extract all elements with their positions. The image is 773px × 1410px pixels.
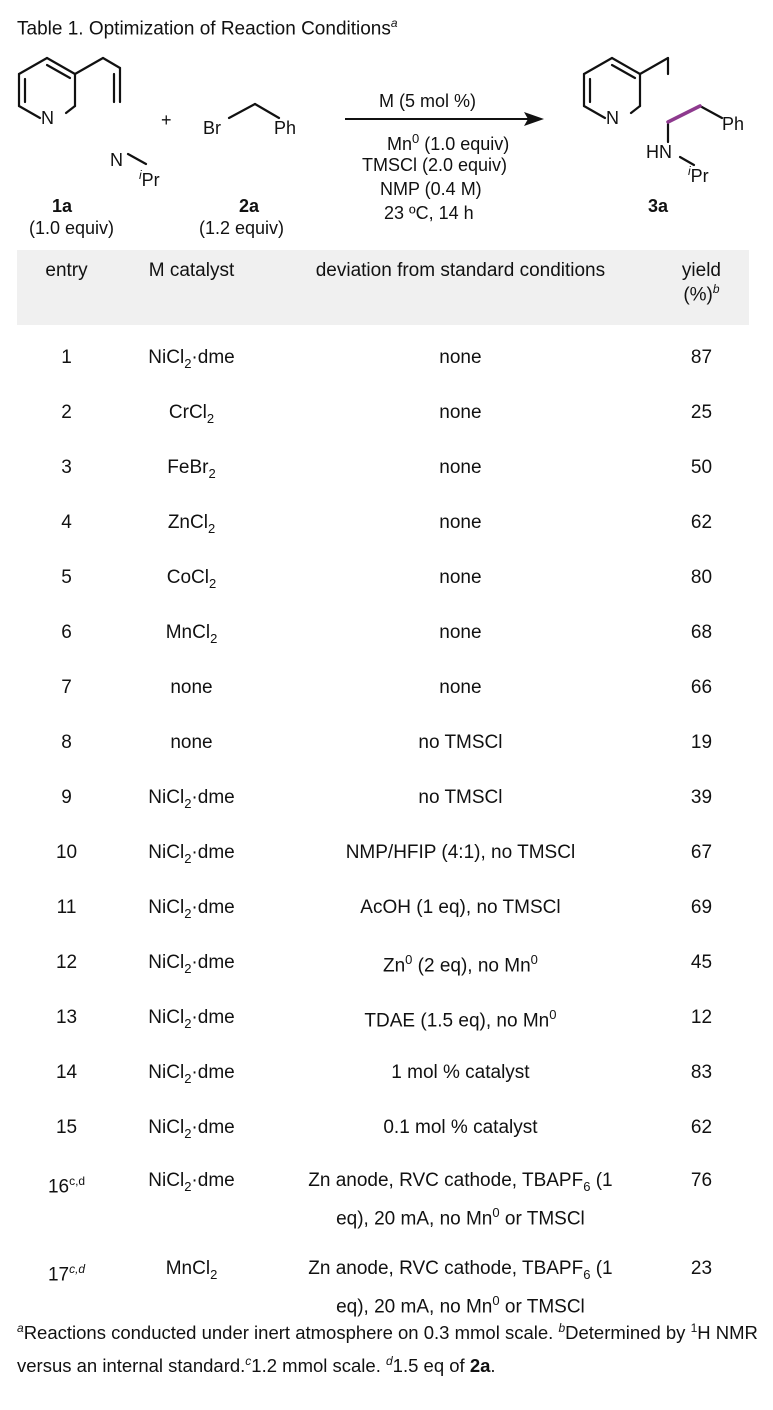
cell-catalyst — [116, 490, 267, 545]
header-catalyst: M catalyst — [148, 260, 235, 281]
row-catalyst-formula: NiCl — [148, 1170, 185, 1191]
cell-deviation — [267, 655, 654, 710]
cell-yield — [654, 875, 749, 930]
cell-yield — [654, 710, 749, 765]
footnote-d-text: 1.5 eq of — [392, 1355, 470, 1377]
row-entry-number: 16 — [47, 1176, 70, 1198]
cell-yield — [654, 600, 749, 655]
row-deviation-text: none — [439, 622, 482, 643]
row-deviation-part1: Zn anode, RVC cathode, TBAPF — [308, 1170, 584, 1191]
table-header — [17, 250, 749, 325]
table-row — [17, 380, 749, 435]
table-body — [17, 325, 749, 1326]
cell-entry — [17, 930, 116, 985]
cell-entry — [17, 655, 116, 710]
row-entry-footnote: c,d — [69, 1174, 86, 1188]
cell-catalyst — [116, 710, 267, 765]
cell-deviation — [267, 490, 654, 545]
row-catalyst-subscript: 2 — [210, 630, 218, 646]
row-entry-number: 17 — [47, 1264, 70, 1286]
cell-catalyst — [116, 1238, 267, 1326]
row-deviation-text: none — [439, 512, 482, 533]
cell-entry — [17, 985, 116, 1040]
cell-catalyst — [116, 820, 267, 875]
row-yield-value: 87 — [690, 347, 713, 368]
cell-deviation — [267, 545, 654, 600]
row-catalyst-subscript: 2 — [207, 520, 216, 536]
row-catalyst-formula: NiCl — [148, 1007, 185, 1028]
row-deviation-text: AcOH (1 eq), no TMSCl — [360, 897, 561, 918]
footnote-d-end: . — [490, 1355, 496, 1377]
row-deviation-text: no TMSCl — [418, 732, 503, 753]
row-entry-number: 2 — [61, 402, 72, 423]
cell-catalyst — [116, 875, 267, 930]
footnote-b-mark: b — [558, 1321, 566, 1335]
table-footnotes — [17, 1314, 762, 1380]
table-row — [17, 765, 749, 820]
row-deviation-sup1: 0 — [549, 1007, 557, 1022]
row-yield-value: 76 — [690, 1170, 713, 1191]
row-deviation-text: no TMSCl — [418, 787, 503, 808]
cell-yield — [654, 545, 749, 600]
row-entry-number: 12 — [55, 952, 78, 973]
row-deviation-part2: (2 eq), no Mn — [412, 955, 531, 977]
row-deviation-text: none — [439, 402, 482, 423]
cell-catalyst — [116, 380, 267, 435]
row-deviation-part2: (1 — [590, 1170, 613, 1191]
cell-entry — [17, 1150, 116, 1238]
row-catalyst-subscript: 2 — [184, 795, 192, 811]
row-yield-value: 12 — [690, 1007, 713, 1028]
row-deviation-part4: or TMSCl — [499, 1296, 585, 1318]
cell-entry — [17, 435, 116, 490]
table-row — [17, 600, 749, 655]
row-catalyst-subscript: 2 — [206, 410, 215, 426]
cell-entry — [17, 765, 116, 820]
cell-catalyst — [116, 1095, 267, 1150]
cell-deviation — [267, 765, 654, 820]
table-row — [17, 435, 749, 490]
row-catalyst-subscript: 2 — [209, 575, 217, 591]
cell-yield — [654, 435, 749, 490]
row-catalyst-ligand: ·dme — [191, 1007, 235, 1028]
row-deviation-sub: 6 — [583, 1266, 591, 1282]
row-yield-value: 69 — [690, 897, 713, 918]
table-row — [17, 1040, 749, 1095]
row-entry-number: 13 — [55, 1007, 78, 1028]
row-catalyst-subscript: 2 — [184, 905, 192, 921]
row-catalyst-formula: CrCl — [168, 402, 207, 423]
row-entry-number: 14 — [55, 1062, 78, 1083]
row-yield-value: 19 — [690, 732, 713, 753]
footnote-a-mark: a — [17, 1321, 24, 1335]
row-deviation-part1: TDAE (1.5 eq), no Mn — [364, 1010, 550, 1032]
row-deviation-part2: (1 — [590, 1258, 613, 1279]
cell-deviation — [267, 435, 654, 490]
table-row — [17, 930, 749, 985]
table-row — [17, 655, 749, 710]
cell-deviation — [267, 875, 654, 930]
ipr-label-1a — [139, 168, 160, 191]
ipr-text-1a: Pr — [141, 170, 160, 190]
cell-entry — [17, 1040, 116, 1095]
cell-deviation — [267, 820, 654, 875]
condition-solvent: NMP (0.4 M) — [380, 179, 482, 199]
cell-deviation — [267, 1040, 654, 1095]
row-catalyst-subscript: 2 — [184, 1015, 192, 1031]
row-deviation-text: none — [439, 457, 482, 478]
row-yield-value: 67 — [690, 842, 713, 863]
row-entry-number: 4 — [61, 512, 72, 533]
compound-1a-equiv: (1.0 equiv) — [29, 218, 115, 238]
row-entry-number: 9 — [61, 787, 72, 808]
cell-deviation — [267, 985, 654, 1040]
header-yield-unit: (%) — [683, 284, 713, 306]
table-row — [17, 985, 749, 1040]
row-entry-number: 10 — [55, 842, 78, 863]
row-deviation-text: 1 mol % catalyst — [391, 1062, 530, 1083]
row-deviation-sup: 0 — [492, 1204, 500, 1220]
optimization-table-wrap — [17, 250, 749, 1326]
table-row — [17, 875, 749, 930]
row-catalyst-subscript: 2 — [184, 1070, 192, 1086]
row-yield-value: 23 — [690, 1258, 713, 1279]
table-row — [17, 1150, 749, 1238]
header-yield-text: yield — [681, 260, 721, 281]
row-catalyst-formula: MnCl — [165, 1258, 211, 1279]
cell-deviation — [267, 1150, 654, 1238]
row-catalyst-ligand: ·dme — [191, 952, 235, 973]
cell-yield — [654, 930, 749, 985]
table-row — [17, 545, 749, 600]
reaction-scheme — [0, 44, 773, 244]
atom-n-imine: N — [110, 150, 123, 170]
table-row — [17, 1095, 749, 1150]
cell-entry — [17, 545, 116, 600]
row-deviation-sub: 6 — [583, 1178, 591, 1194]
cell-yield — [654, 490, 749, 545]
row-catalyst-subscript: 2 — [208, 465, 216, 481]
row-entry-number: 3 — [61, 457, 72, 478]
row-catalyst-subscript: 2 — [184, 1178, 192, 1194]
cell-yield — [654, 820, 749, 875]
ipr-prefix-1a: i — [139, 168, 142, 182]
table-row — [17, 820, 749, 875]
cell-deviation — [267, 710, 654, 765]
compound-2a-label: 2a — [239, 196, 260, 216]
row-entry-number: 7 — [61, 677, 72, 698]
cell-catalyst — [116, 545, 267, 600]
row-catalyst-formula: CoCl — [166, 567, 209, 588]
row-catalyst-subscript: 2 — [210, 1266, 218, 1282]
row-yield-value: 83 — [690, 1062, 713, 1083]
row-catalyst-subscript: 2 — [184, 1125, 192, 1141]
cell-catalyst — [116, 1150, 267, 1238]
row-catalyst-formula: NiCl — [148, 1062, 185, 1083]
row-catalyst-formula: NiCl — [148, 897, 185, 918]
compound-1a-label: 1a — [52, 196, 73, 216]
row-catalyst-subscript: 2 — [184, 960, 192, 976]
row-deviation-text: none — [439, 677, 482, 698]
cell-deviation — [267, 1095, 654, 1150]
row-catalyst-formula: NiCl — [148, 952, 185, 973]
row-deviation-sup: 0 — [492, 1292, 500, 1308]
cell-yield — [654, 765, 749, 820]
cell-entry — [17, 820, 116, 875]
row-catalyst-ligand: ·dme — [191, 1117, 235, 1138]
cell-entry — [17, 325, 116, 380]
header-deviation: deviation from standard conditions — [315, 260, 606, 281]
row-deviation-sup2: 0 — [530, 952, 538, 967]
condition-temp-time: 23 ºC, 14 h — [384, 203, 474, 223]
cell-deviation — [267, 325, 654, 380]
cell-deviation — [267, 930, 654, 985]
cell-entry — [17, 600, 116, 655]
header-entry: entry — [45, 260, 88, 281]
cell-yield — [654, 1095, 749, 1150]
row-catalyst-ligand: ·dme — [191, 842, 235, 863]
compound-3a-label: 3a — [648, 196, 669, 216]
row-yield-value: 39 — [690, 787, 713, 808]
title-footnote-mark: a — [390, 16, 398, 30]
row-yield-value: 66 — [690, 677, 713, 698]
cell-catalyst — [116, 600, 267, 655]
new-bond-highlight — [668, 106, 700, 122]
row-catalyst-subscript: 2 — [184, 355, 192, 371]
header-yield-sup: b — [712, 282, 720, 296]
cell-deviation — [267, 1238, 654, 1326]
ipr-prefix-3a: i — [688, 164, 691, 178]
table-row — [17, 710, 749, 765]
row-catalyst-ligand: ·dme — [191, 1170, 235, 1191]
row-catalyst-formula: none — [170, 732, 213, 753]
condition-reductant-amount: (1.0 equiv) — [419, 134, 510, 154]
br-label: Br — [203, 118, 221, 138]
row-catalyst-formula: ZnCl — [167, 512, 208, 533]
row-entry-number: 6 — [61, 622, 72, 643]
ph-label-2a: Ph — [274, 118, 297, 138]
condition-additive: TMSCl (2.0 equiv) — [362, 155, 508, 175]
footnote-b-nmr-sup: 1 — [690, 1321, 698, 1335]
footnote-c-mark: c — [245, 1354, 252, 1369]
row-catalyst-ligand: ·dme — [191, 347, 235, 368]
cell-deviation — [267, 380, 654, 435]
row-entry-number: 15 — [55, 1117, 78, 1138]
compound-2a-equiv: (1.2 equiv) — [199, 218, 285, 238]
footnote-c-text: 1.2 mmol scale. — [251, 1355, 386, 1377]
cell-yield — [654, 380, 749, 435]
atom-n-ring-1a: N — [41, 108, 54, 128]
row-catalyst-formula: none — [170, 677, 213, 698]
row-entry-footnote: c,d — [69, 1262, 86, 1276]
ipr-label-3a — [688, 164, 709, 187]
cell-yield — [654, 985, 749, 1040]
cell-catalyst — [116, 655, 267, 710]
header-yield — [654, 250, 749, 325]
row-deviation-text: 0.1 mol % catalyst — [383, 1117, 538, 1138]
cell-catalyst — [116, 765, 267, 820]
ipr-text-3a: Pr — [690, 166, 709, 186]
row-deviation-part3: eq), 20 mA, no Mn — [336, 1208, 493, 1230]
row-catalyst-ligand: ·dme — [191, 1062, 235, 1083]
condition-reductant-sup: 0 — [412, 131, 420, 146]
condition-reductant-name: Mn — [387, 134, 413, 154]
optimization-table — [17, 250, 749, 1326]
footnote-d-mark: d — [385, 1354, 393, 1369]
row-deviation-part3: eq), 20 mA, no Mn — [336, 1296, 493, 1318]
ph-label-3a: Ph — [722, 114, 745, 134]
table-title — [17, 10, 398, 42]
cell-catalyst — [116, 1040, 267, 1095]
cell-yield — [654, 655, 749, 710]
row-catalyst-subscript: 2 — [184, 850, 192, 866]
cell-yield — [654, 1238, 749, 1326]
cell-entry — [17, 380, 116, 435]
row-yield-value: 50 — [690, 457, 713, 478]
row-deviation-text: none — [439, 347, 482, 368]
condition-reductant — [387, 131, 509, 155]
plus-sign: + — [161, 110, 172, 130]
header-row — [17, 250, 749, 325]
row-catalyst-formula: NiCl — [148, 787, 185, 808]
row-yield-value: 25 — [690, 402, 713, 423]
row-yield-value: 62 — [690, 512, 713, 533]
cell-entry — [17, 490, 116, 545]
row-catalyst-ligand: ·dme — [191, 897, 235, 918]
row-entry-number: 11 — [56, 897, 77, 918]
table-row — [17, 1238, 749, 1326]
row-deviation-part4: or TMSCl — [499, 1208, 585, 1230]
row-deviation-text: NMP/HFIP (4:1), no TMSCl — [345, 842, 576, 863]
row-catalyst-formula: NiCl — [148, 1117, 185, 1138]
cell-yield — [654, 1150, 749, 1238]
footnote-a-text: Reactions conducted under inert atmosphere on 0.3 mmol scale. — [23, 1322, 559, 1344]
row-catalyst-formula: NiCl — [148, 347, 185, 368]
row-yield-value: 45 — [690, 952, 713, 973]
footnote-b-text2: H NMR versus an internal standard. — [17, 1322, 758, 1377]
row-catalyst-formula: NiCl — [148, 842, 185, 863]
table-row — [17, 325, 749, 380]
row-yield-value: 62 — [690, 1117, 713, 1138]
row-deviation-part1: Zn anode, RVC cathode, TBAPF — [308, 1258, 584, 1279]
row-catalyst-ligand: ·dme — [191, 787, 235, 808]
cell-entry — [17, 1095, 116, 1150]
row-deviation-sup1: 0 — [405, 952, 413, 967]
row-yield-value: 80 — [690, 567, 713, 588]
hn-label: HN — [646, 142, 672, 162]
row-entry-number: 1 — [61, 347, 72, 368]
cell-entry — [17, 1238, 116, 1326]
condition-catalyst: M (5 mol %) — [379, 91, 477, 111]
cell-catalyst — [116, 930, 267, 985]
table-title-text: Table 1. Optimization of Reaction Conditions — [17, 18, 391, 40]
cell-yield — [654, 1040, 749, 1095]
table-row — [17, 490, 749, 545]
cell-deviation — [267, 600, 654, 655]
row-deviation-part1: Zn — [382, 955, 406, 977]
atom-n-ring-3a: N — [606, 108, 619, 128]
cell-catalyst — [116, 985, 267, 1040]
row-catalyst-formula: FeBr — [167, 457, 209, 478]
row-deviation-text: none — [439, 567, 482, 588]
cell-catalyst — [116, 325, 267, 380]
cell-entry — [17, 875, 116, 930]
row-catalyst-formula: MnCl — [165, 622, 211, 643]
cell-entry — [17, 710, 116, 765]
row-yield-value: 68 — [690, 622, 713, 643]
footnote-d-compound: 2a — [469, 1355, 491, 1377]
footnote-b-text: Determined by — [565, 1322, 691, 1344]
cell-yield — [654, 325, 749, 380]
row-entry-number: 5 — [61, 567, 72, 588]
row-entry-number: 8 — [61, 732, 72, 753]
cell-catalyst — [116, 435, 267, 490]
